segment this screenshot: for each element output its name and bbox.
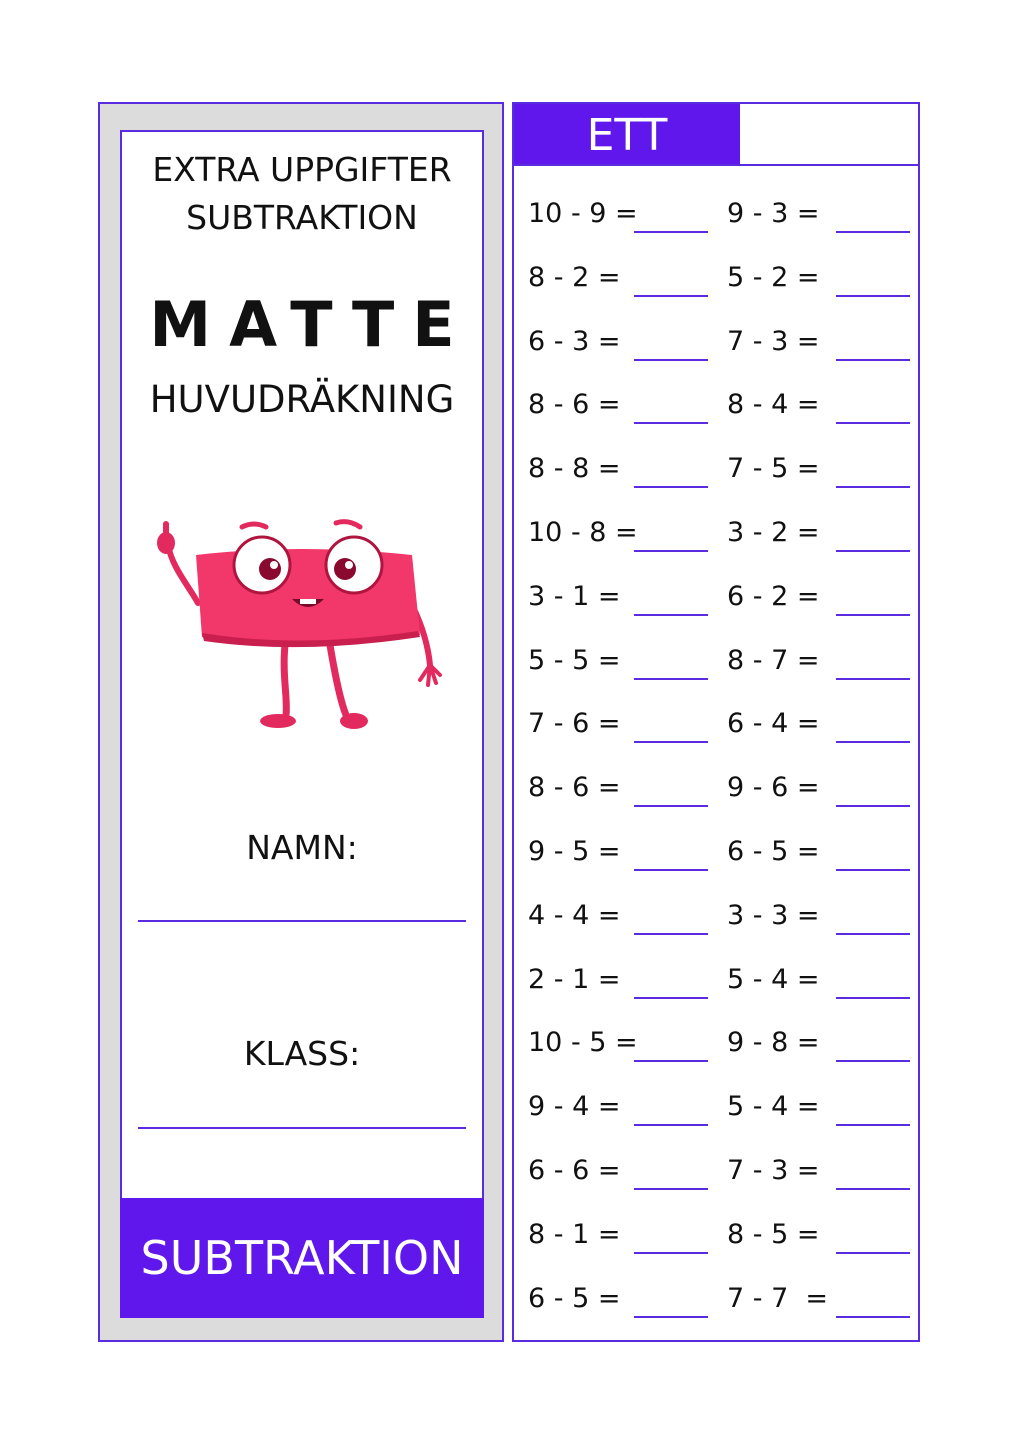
answer-blank[interactable]: [836, 805, 910, 807]
answer-blank[interactable]: [836, 1316, 910, 1318]
problem-right-17: 8 - 5 =: [727, 1218, 820, 1250]
answer-blank[interactable]: [836, 869, 910, 871]
answer-blank[interactable]: [836, 678, 910, 680]
answer-blank[interactable]: [836, 359, 910, 361]
problem-left-14: 10 - 5 =: [528, 1027, 638, 1059]
problem-left-6: 10 - 8 =: [528, 517, 638, 548]
answer-blank[interactable]: [836, 1252, 910, 1254]
answer-blank[interactable]: [634, 678, 708, 680]
problem-left-3: 6 - 3 =: [528, 325, 621, 357]
answer-blank[interactable]: [634, 231, 708, 233]
answer-blank[interactable]: [634, 869, 708, 871]
answer-blank[interactable]: [634, 741, 708, 743]
class-label: KLASS:: [243, 1034, 361, 1073]
answer-blank[interactable]: [836, 550, 910, 552]
answer-blank[interactable]: [836, 1188, 910, 1190]
answer-blank[interactable]: [634, 1316, 708, 1318]
answer-blank[interactable]: [836, 422, 910, 424]
subtitle: HUVUDRÄKNING: [149, 378, 455, 421]
answer-blank[interactable]: [634, 614, 708, 616]
problem-left-2: 8 - 2 =: [528, 261, 621, 293]
problem-right-11: 6 - 5 =: [727, 836, 820, 867]
problem-left-5: 8 - 8 =: [528, 453, 621, 485]
answer-blank[interactable]: [634, 1188, 708, 1190]
problem-right-1: 9 - 3 =: [727, 198, 820, 229]
problem-right-12: 3 - 3 =: [727, 899, 820, 931]
problem-right-15: 5 - 4 =: [727, 1091, 820, 1123]
problem-right-8: 8 - 7 =: [727, 644, 820, 676]
answer-blank[interactable]: [634, 295, 708, 297]
subject-banner: SUBTRAKTION: [120, 1198, 484, 1318]
cover-title-line1: EXTRA UPPGIFTER: [152, 150, 452, 189]
problem-left-1: 10 - 9 =: [528, 198, 638, 229]
answer-blank[interactable]: [634, 486, 708, 488]
answer-blank[interactable]: [836, 231, 910, 233]
problem-left-15: 9 - 4 =: [528, 1091, 621, 1123]
problem-left-8: 5 - 5 =: [528, 644, 621, 676]
answer-blank[interactable]: [634, 1124, 708, 1126]
answer-blank[interactable]: [836, 933, 910, 935]
answer-blank[interactable]: [634, 359, 708, 361]
name-label: NAMN:: [246, 828, 358, 867]
answer-blank[interactable]: [634, 933, 708, 935]
answer-blank[interactable]: [634, 550, 708, 552]
problem-left-12: 4 - 4 =: [528, 899, 621, 931]
problem-left-18: 6 - 5 =: [528, 1282, 621, 1314]
problem-left-16: 6 - 6 =: [528, 1155, 621, 1186]
answer-blank[interactable]: [836, 486, 910, 488]
problem-right-3: 7 - 3 =: [727, 325, 820, 357]
problem-right-2: 5 - 2 =: [727, 261, 820, 293]
subject-title: MATTE: [149, 288, 473, 361]
answer-blank[interactable]: [634, 997, 708, 999]
answer-blank[interactable]: [634, 422, 708, 424]
problem-right-5: 7 - 5 =: [727, 453, 820, 485]
answer-blank[interactable]: [836, 1060, 910, 1062]
answer-blank[interactable]: [634, 1060, 708, 1062]
problem-right-7: 6 - 2 =: [727, 580, 820, 612]
problem-right-6: 3 - 2 =: [727, 517, 820, 548]
problem-left-7: 3 - 1 =: [528, 580, 621, 612]
problem-left-11: 9 - 5 =: [528, 836, 621, 867]
problem-right-4: 8 - 4 =: [727, 389, 820, 421]
problem-right-9: 6 - 4 =: [727, 708, 820, 740]
problem-right-10: 9 - 6 =: [727, 772, 820, 804]
answer-blank[interactable]: [836, 997, 910, 999]
problem-left-9: 7 - 6 =: [528, 708, 621, 740]
answer-blank[interactable]: [634, 1252, 708, 1254]
problem-right-14: 9 - 8 =: [727, 1027, 820, 1059]
problem-right-18: 7 - 7 =: [727, 1282, 829, 1314]
answer-blank[interactable]: [836, 614, 910, 616]
answer-blank[interactable]: [634, 805, 708, 807]
problem-left-17: 8 - 1 =: [528, 1218, 621, 1250]
answer-blank[interactable]: [836, 295, 910, 297]
cover-title-line2: SUBTRAKTION: [186, 198, 418, 237]
answer-blank[interactable]: [836, 1124, 910, 1126]
answer-blank[interactable]: [836, 741, 910, 743]
sheet-tab: ETT: [514, 104, 740, 166]
problem-left-4: 8 - 6 =: [528, 389, 621, 421]
problem-right-16: 7 - 3 =: [727, 1155, 820, 1186]
problem-right-13: 5 - 4 =: [727, 963, 820, 995]
problem-left-10: 8 - 6 =: [528, 772, 621, 804]
problem-left-13: 2 - 1 =: [528, 963, 621, 995]
